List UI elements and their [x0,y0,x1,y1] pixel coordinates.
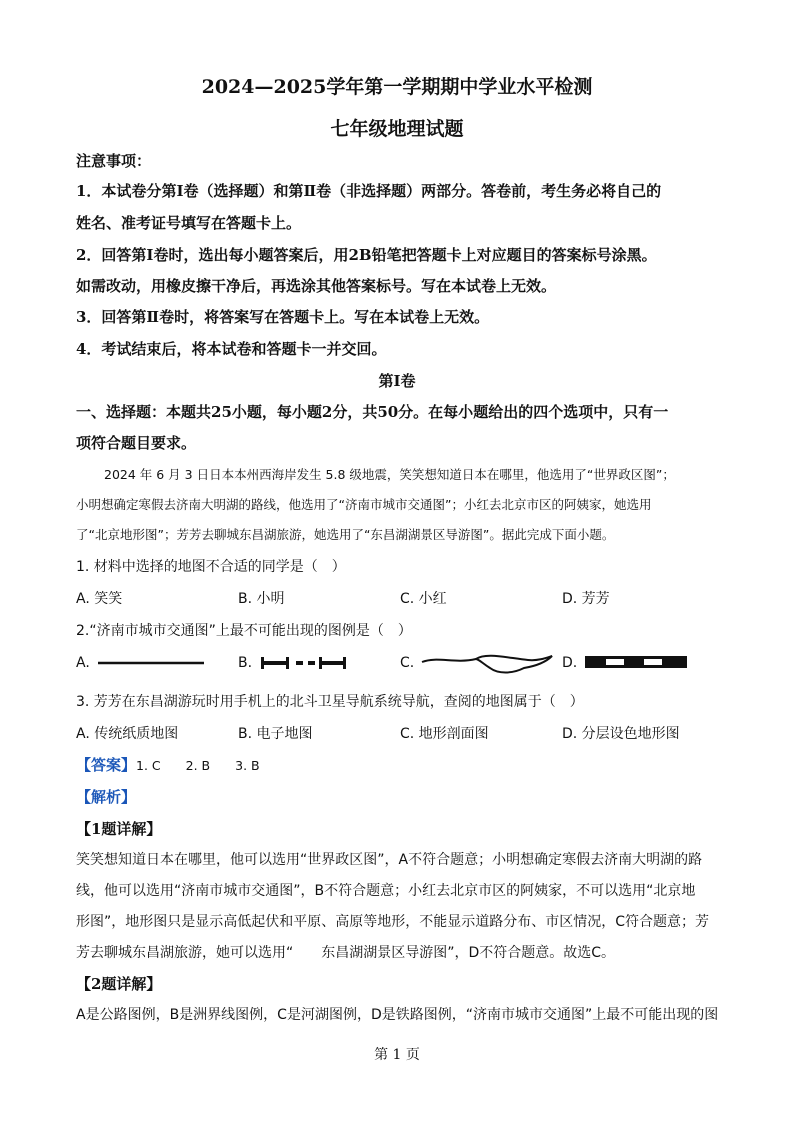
q3-option-b: B. 电子地图 [238,726,313,742]
note-1b: 姓名、准考证号填写在答题卡上。 [76,214,302,232]
q3-stem: 3. 芳芳在东昌湖游玩时用手机上的北斗卫星导航系统导航，查阅的地图属于（ ） [76,694,584,710]
q1-detail-tag: 【1题详解】 [76,820,162,838]
notes-heading: 注意事项： [76,152,152,170]
section-heading-b: 项符合题目要求。 [76,434,197,452]
note-4: 4．考试结束后，将本试卷和答题卡一并交回。 [76,340,387,358]
material-line-1: 2024 年 6 月 3 日日本本州西海岸发生 5.8 级地震，笑笑想知道日本在哪里，他选用了“世界政区图”； [104,467,675,482]
q2-option-c: C. [400,655,415,671]
note-3: 3．回答第Ⅱ卷时，将答案写在答题卡上。写在本试卷上无效。 [76,308,490,326]
q3-option-d: D. 分层设色地形图 [562,726,680,742]
q1-detail-line-3: 形图”，地形图只是显示高低起伏和平原、高原等地形，不能显示道路分布、市区情况，C符合题意；芳 [76,914,710,930]
q1-option-b: B. 小明 [238,591,285,607]
note-2a: 2．回答第Ⅰ卷时，选出每小题答案后，用2B铅笔把答题卡上对应题目的答案标号涂黑。 [76,246,657,264]
note-2b: 如需改动，用橡皮擦干净后，再选涂其他答案标号。写在本试卷上无效。 [76,277,557,295]
exam-subtitle: 七年级地理试题 [330,118,464,140]
q1-stem: 1. 材料中选择的地图不合适的同学是（ ） [76,559,346,575]
q1-option-c: C. 小红 [400,591,447,607]
material-line-3: 了“北京地形图”；芳芳去聊城东昌湖旅游，她选用了“东昌湖湖景区导游图”。据此完成下面小题。 [76,527,615,542]
q1-option-a: A. 笑笑 [76,591,123,607]
material-line-2: 小明想确定寒假去济南大明湖的路线，他选用了“济南市城市交通图”；小红去北京市区的阿姨家，她选用 [76,497,652,512]
boundary-legend-icon [258,654,350,672]
highway-legend-icon [96,656,208,670]
answer-line [76,754,260,775]
page-number: 第 1 页 [374,1047,420,1063]
q1-detail-line-1: 笑笑想知道日本在哪里，他可以选用“世界政区图”，A不符合题意；小明想确定寒假去济南大明湖的路 [76,852,703,868]
q1-detail-line-4: 芳去聊城东昌湖旅游，她可以选用“ 东昌湖湖景区导游图”，D不符合题意。故选C。 [76,945,616,961]
river-lake-legend-icon [420,648,554,678]
answer-tag: 【答案】 [76,756,137,774]
q1-detail-line-2: 线，他可以选用“济南市城市交通图”，B不符合题意；小红去北京市区的阿姨家，不可以选用“北京地 [76,883,696,899]
q3-option-c: C. 地形剖面图 [400,726,489,742]
analysis-tag: 【解析】 [76,788,137,806]
q2-option-a: A. [76,655,90,671]
note-1a: 1．本试卷分第Ⅰ卷（选择题）和第Ⅱ卷（非选择题）两部分。答卷前，考生务必将自己的 [76,182,662,200]
q2-option-b: B. [238,655,253,671]
q2-detail-tag: 【2题详解】 [76,975,162,993]
answer-values: 1. C 2. B 3. B [136,758,260,773]
exam-title: 2024—2025学年第一学期期中学业水平检测 [201,76,593,98]
q1-option-d: D. 芳芳 [562,591,610,607]
section-heading-a: 一、选择题：本题共25小题，每小题2分，共50分。在每小题给出的四个选项中，只有一 [76,403,669,421]
q3-option-a: A. 传统纸质地图 [76,726,179,742]
q2-detail-line-1: A是公路图例，B是洲界线图例，C是河湖图例，D是铁路图例，“济南市城市交通图”上最不可能出现的图 [76,1007,719,1023]
q2-stem: 2.“济南市城市交通图”上最不可能出现的图例是（ ） [76,623,412,639]
volume-heading: 第Ⅰ卷 [378,372,416,390]
railway-legend-icon [584,655,688,669]
q2-option-d: D. [562,655,578,671]
